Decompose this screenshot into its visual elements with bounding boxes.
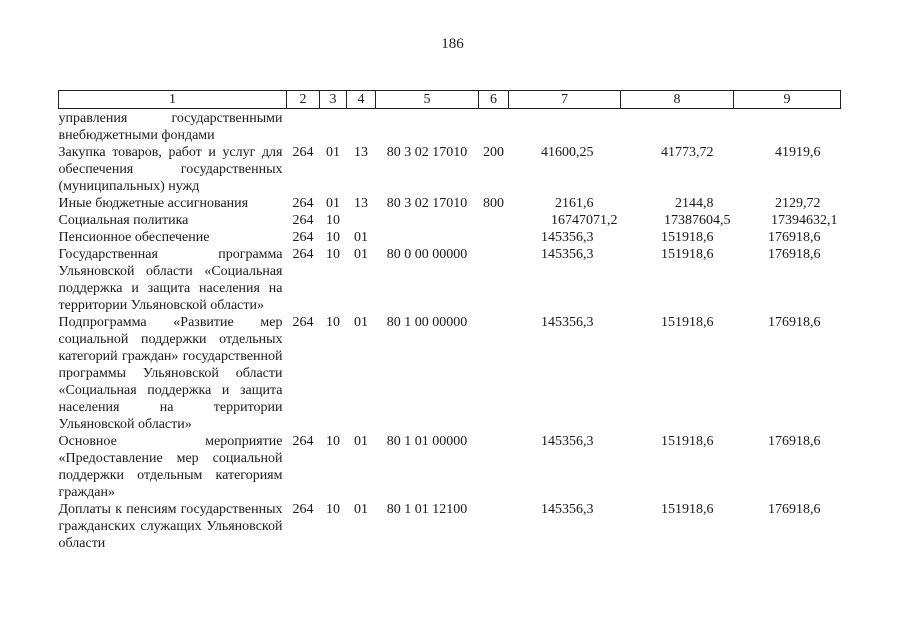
cell-col6 bbox=[479, 212, 509, 229]
column-header-3: 3 bbox=[320, 91, 347, 109]
table-row bbox=[59, 314, 841, 433]
cell-col7: 2161,6 bbox=[555, 196, 594, 211]
cell-col5 bbox=[376, 212, 479, 229]
cell-col2: 264 bbox=[292, 502, 314, 517]
cell-col6: 200 bbox=[483, 145, 504, 160]
cell-col2: 264 bbox=[292, 213, 314, 228]
table-row bbox=[59, 212, 841, 229]
cell-col5: 80 3 02 17010 bbox=[386, 196, 468, 211]
cell-col2: 264 bbox=[292, 230, 314, 245]
cell-col8: 151918,6 bbox=[661, 502, 714, 517]
cell-col4: 01 bbox=[354, 315, 368, 330]
cell-col9: 176918,6 bbox=[768, 230, 821, 245]
cell-col5: 80 1 00 00000 bbox=[386, 315, 468, 330]
cell-col3: 10 bbox=[326, 434, 340, 449]
column-header-1: 1 bbox=[59, 91, 287, 109]
budget-table bbox=[58, 90, 841, 552]
cell-col4: 01 bbox=[354, 230, 368, 245]
cell-col8: 151918,6 bbox=[661, 434, 714, 449]
cell-col4: 13 bbox=[354, 196, 368, 211]
cell-col4: 01 bbox=[354, 247, 368, 262]
cell-col2: 264 bbox=[292, 247, 314, 262]
cell-col4: 13 bbox=[354, 145, 368, 160]
cell-col2 bbox=[287, 109, 320, 145]
cell-col9: 17394632,1 bbox=[771, 213, 838, 228]
cell-col6 bbox=[479, 229, 509, 246]
table-row bbox=[59, 144, 841, 195]
cell-col3: 10 bbox=[326, 230, 340, 245]
cell-col4 bbox=[347, 109, 376, 145]
cell-col7: 145356,3 bbox=[541, 230, 594, 245]
column-header-7: 7 bbox=[509, 91, 621, 109]
row-name: Пенсионное обеспечение bbox=[58, 230, 210, 245]
row-name: Закупка товаров, работ и услуг для обеспечения государственных (муниципальных) нужд bbox=[58, 145, 283, 194]
table-row bbox=[59, 229, 841, 246]
cell-col5: 80 1 01 12100 bbox=[386, 502, 468, 517]
column-header-5: 5 bbox=[376, 91, 479, 109]
row-name: Подпрограмма «Развитие мер социальной поддержки отдельных категорий граждан» государственной программы Ульяновской области «Социальная поддержка и защита населения на территории Ульяновской области» bbox=[58, 315, 283, 432]
cell-col9: 176918,6 bbox=[768, 247, 821, 262]
cell-col3: 10 bbox=[326, 315, 340, 330]
cell-col3: 01 bbox=[326, 196, 340, 211]
cell-col4: 01 bbox=[354, 434, 368, 449]
page-number: 186 bbox=[441, 36, 464, 52]
table-row bbox=[59, 501, 841, 552]
cell-col8: 17387604,5 bbox=[664, 213, 731, 228]
cell-col7: 145356,3 bbox=[541, 247, 594, 262]
cell-col8 bbox=[621, 109, 734, 145]
row-name: Основное мероприятие «Предоставление мер социальной поддержки отдельным категориям граждан» bbox=[58, 434, 283, 500]
cell-col4 bbox=[347, 212, 376, 229]
cell-col2: 264 bbox=[292, 145, 314, 160]
cell-col6 bbox=[479, 246, 509, 314]
cell-col2: 264 bbox=[292, 196, 314, 211]
cell-col5 bbox=[376, 229, 479, 246]
row-name: Социальная политика bbox=[58, 213, 189, 228]
column-header-6: 6 bbox=[479, 91, 509, 109]
table-row bbox=[59, 433, 841, 501]
cell-col5: 80 1 01 00000 bbox=[386, 434, 468, 449]
cell-col8: 151918,6 bbox=[661, 315, 714, 330]
cell-col7: 16747071,2 bbox=[551, 213, 618, 228]
cell-col8: 41773,72 bbox=[661, 145, 714, 160]
cell-col5: 80 3 02 17010 bbox=[386, 145, 468, 160]
table-header-row bbox=[59, 91, 841, 109]
cell-col8: 151918,6 bbox=[661, 247, 714, 262]
row-name: Государственная программа Ульяновской области «Социальная поддержка и защита населения на территории Ульяновской области» bbox=[58, 247, 283, 313]
cell-col2: 264 bbox=[292, 315, 314, 330]
cell-col8: 2144,8 bbox=[675, 196, 714, 211]
column-header-9: 9 bbox=[734, 91, 841, 109]
cell-col3: 10 bbox=[326, 502, 340, 517]
cell-col9 bbox=[734, 109, 841, 145]
cell-col6 bbox=[479, 109, 509, 145]
table-row bbox=[59, 109, 841, 145]
cell-col8: 151918,6 bbox=[661, 230, 714, 245]
column-header-8: 8 bbox=[621, 91, 734, 109]
cell-col9: 2129,72 bbox=[775, 196, 821, 211]
cell-col4: 01 bbox=[354, 502, 368, 517]
cell-col3: 01 bbox=[326, 145, 340, 160]
cell-col9: 176918,6 bbox=[768, 434, 821, 449]
cell-col9: 176918,6 bbox=[768, 502, 821, 517]
cell-col6 bbox=[479, 433, 509, 501]
cell-col9: 176918,6 bbox=[768, 315, 821, 330]
cell-col6: 800 bbox=[483, 196, 504, 211]
cell-col7: 145356,3 bbox=[541, 315, 594, 330]
table-row bbox=[59, 246, 841, 314]
cell-col2: 264 bbox=[292, 434, 314, 449]
row-name: Иные бюджетные ассигнования bbox=[58, 196, 249, 211]
table-row bbox=[59, 195, 841, 212]
cell-col7: 145356,3 bbox=[541, 502, 594, 517]
cell-col7 bbox=[509, 109, 621, 145]
row-name: управления государственными внебюджетными фондами bbox=[58, 111, 283, 143]
cell-col9: 41919,6 bbox=[775, 145, 821, 160]
cell-col6 bbox=[479, 501, 509, 552]
cell-col7: 145356,3 bbox=[541, 434, 594, 449]
cell-col3 bbox=[320, 109, 347, 145]
row-name: Доплаты к пенсиям государственных гражданских служащих Ульяновской области bbox=[58, 502, 283, 551]
column-header-2: 2 bbox=[287, 91, 320, 109]
column-header-4: 4 bbox=[347, 91, 376, 109]
cell-col3: 10 bbox=[326, 213, 340, 228]
cell-col6 bbox=[479, 314, 509, 433]
cell-col3: 10 bbox=[326, 247, 340, 262]
cell-col5 bbox=[376, 109, 479, 145]
cell-col5: 80 0 00 00000 bbox=[386, 247, 468, 262]
cell-col7: 41600,25 bbox=[541, 145, 594, 160]
